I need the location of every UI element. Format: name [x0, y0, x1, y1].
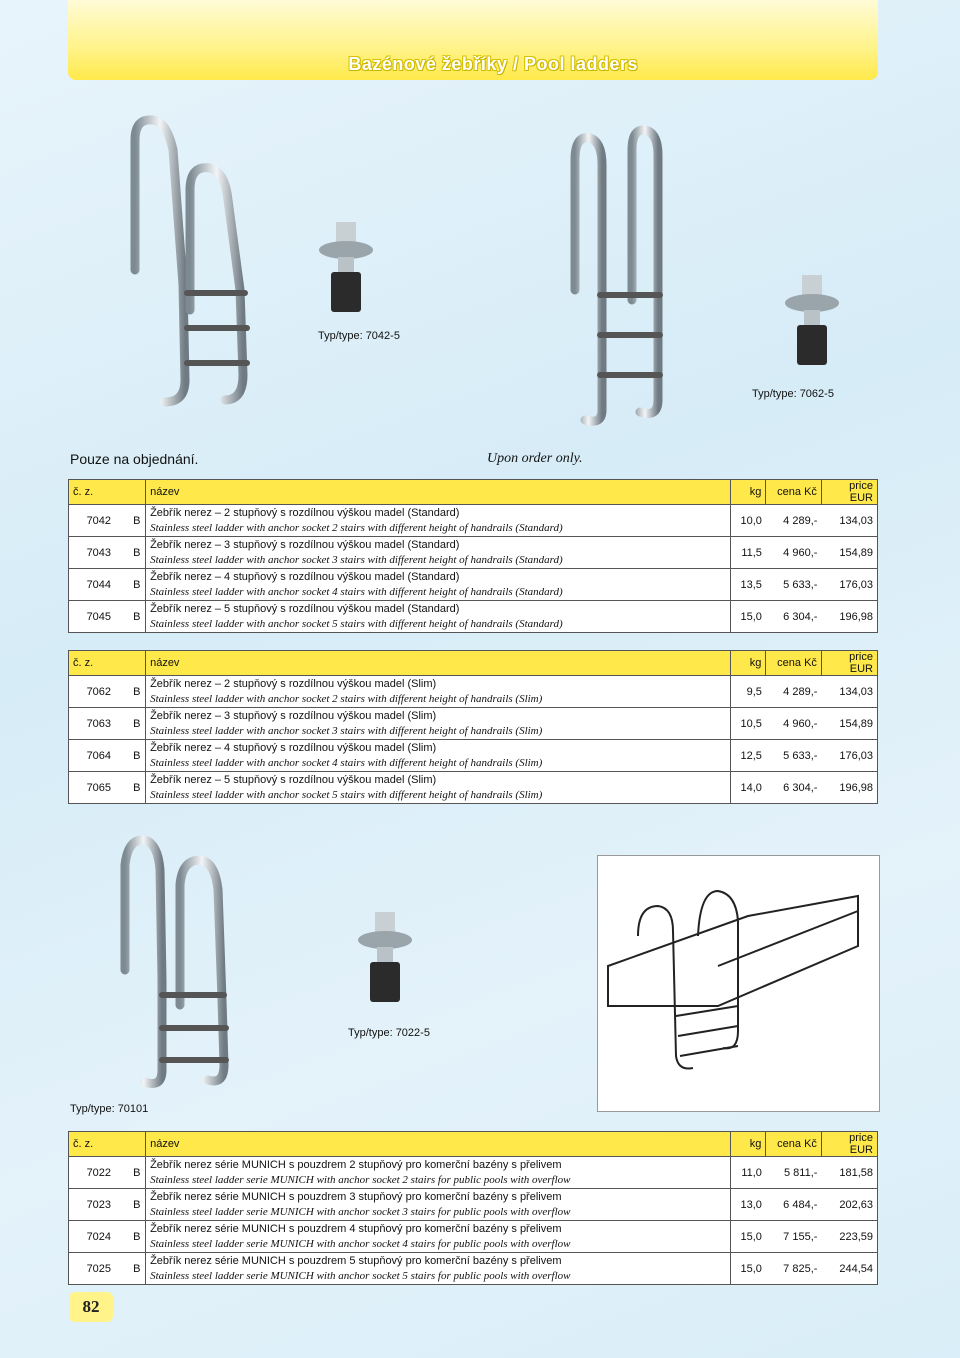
cell-class: B [129, 569, 146, 601]
cell-price-czk: 4 289,- [766, 676, 822, 708]
cell-code: 7062 [69, 676, 129, 708]
cell-code: 7064 [69, 740, 129, 772]
table-row [69, 676, 878, 708]
anchor-socket-photo-3 [355, 912, 415, 1007]
description-en: Stainless steel ladder with anchor socket 4 stairs with different height of handrails (Slim) [150, 756, 543, 769]
cell-class: B [129, 601, 146, 633]
table-row [69, 1253, 878, 1285]
cell-price-eur: 202,63 [821, 1189, 877, 1221]
cell-price-eur: 181,58 [821, 1157, 877, 1189]
col-czk: cena Kč [766, 480, 822, 505]
description-cz: Žebřík nerez série MUNICH s pouzdrem 3 stupňový pro komerční bazény s přelivem [150, 1190, 562, 1203]
cell-class: B [129, 740, 146, 772]
description-cz: Žebřík nerez – 2 stupňový s rozdílnou výškou madel (Slim) [150, 677, 437, 690]
cell-code: 7045 [69, 601, 129, 633]
table-row [69, 1189, 878, 1221]
cell-price-czk: 4 960,- [766, 537, 822, 569]
cell-price-czk: 6 484,- [766, 1189, 822, 1221]
col-code: č. z. [69, 651, 146, 676]
cell-kg: 15,0 [730, 1221, 765, 1253]
col-eur: price EUR [821, 651, 877, 676]
col-eur: price EUR [821, 480, 877, 505]
caption-7062-5: Typ/type: 7062-5 [752, 388, 834, 400]
cell-class: B [129, 676, 146, 708]
cell-class: B [129, 505, 146, 537]
cell-price-czk: 6 304,- [766, 601, 822, 633]
description-en: Stainless steel ladder with anchor socket 4 stairs with different height of handrails (Standard) [150, 585, 563, 598]
description-en: Stainless steel ladder with anchor socket 5 stairs with different height of handrails (Standard) [150, 617, 563, 630]
anchor-socket-photo-2 [782, 275, 842, 370]
cell-description [146, 740, 731, 772]
cell-price-eur: 134,03 [821, 505, 877, 537]
description-cz: Žebřík nerez série MUNICH s pouzdrem 4 stupňový pro komerční bazény s přelivem [150, 1222, 562, 1235]
cell-code: 7025 [69, 1253, 129, 1285]
cell-price-czk: 6 304,- [766, 772, 822, 804]
cell-price-eur: 134,03 [821, 676, 877, 708]
cell-price-eur: 154,89 [821, 537, 877, 569]
col-kg: kg [730, 1132, 765, 1157]
description-en: Stainless steel ladder serie MUNICH with anchor socket 2 stairs for public pools with overflow [150, 1173, 571, 1186]
table-row [69, 537, 878, 569]
anchor-socket-photo [316, 222, 376, 317]
cell-description [146, 1189, 731, 1221]
cell-price-eur: 154,89 [821, 708, 877, 740]
cell-price-czk: 4 960,- [766, 708, 822, 740]
cell-kg: 15,0 [730, 601, 765, 633]
cell-kg: 9,5 [730, 676, 765, 708]
caption-7042-5: Typ/type: 7042-5 [318, 330, 400, 342]
description-cz: Žebřík nerez – 4 stupňový s rozdílnou výškou madel (Standard) [150, 570, 460, 583]
cell-price-czk: 5 633,- [766, 569, 822, 601]
cell-code: 7024 [69, 1221, 129, 1253]
price-table-munich [68, 1131, 878, 1285]
table-row [69, 772, 878, 804]
ladder-diagram [597, 855, 880, 1112]
description-cz: Žebřík nerez – 5 stupňový s rozdílnou výškou madel (Slim) [150, 773, 437, 786]
cell-class: B [129, 772, 146, 804]
cell-code: 7063 [69, 708, 129, 740]
col-kg: kg [730, 651, 765, 676]
description-cz: Žebřík nerez série MUNICH s pouzdrem 5 stupňový pro komerční bazény s přelivem [150, 1254, 562, 1267]
ladder-munich-photo [100, 830, 300, 1095]
cell-kg: 14,0 [730, 772, 765, 804]
cell-price-eur: 176,03 [821, 740, 877, 772]
col-code: č. z. [69, 1132, 146, 1157]
cell-description [146, 537, 731, 569]
cell-class: B [129, 1189, 146, 1221]
cell-description [146, 708, 731, 740]
col-code: č. z. [69, 480, 146, 505]
description-cz: Žebřík nerez série MUNICH s pouzdrem 2 stupňový pro komerční bazény s přelivem [150, 1158, 562, 1171]
table-row [69, 505, 878, 537]
description-en: Stainless steel ladder serie MUNICH with anchor socket 3 stairs for public pools with overflow [150, 1205, 571, 1218]
description-en: Stainless steel ladder with anchor socket 3 stairs with different height of handrails (Standard) [150, 553, 563, 566]
price-table-standard [68, 479, 878, 633]
cell-class: B [129, 537, 146, 569]
col-czk: cena Kč [766, 651, 822, 676]
cell-description [146, 1157, 731, 1189]
cell-price-eur: 223,59 [821, 1221, 877, 1253]
cell-price-eur: 196,98 [821, 601, 877, 633]
cell-description [146, 772, 731, 804]
caption-7022-5: Typ/type: 7022-5 [348, 1027, 430, 1039]
table-row [69, 740, 878, 772]
col-kg: kg [730, 480, 765, 505]
col-eur: price EUR [821, 1132, 877, 1157]
table-row [69, 601, 878, 633]
description-cz: Žebřík nerez – 2 stupňový s rozdílnou výškou madel (Standard) [150, 506, 460, 519]
description-en: Stainless steel ladder with anchor socket 2 stairs with different height of handrails (Slim) [150, 692, 543, 705]
description-en: Stainless steel ladder serie MUNICH with anchor socket 5 stairs for public pools with overflow [150, 1269, 571, 1282]
col-name: název [146, 651, 731, 676]
caption-70101: Typ/type: 70101 [70, 1103, 149, 1115]
cell-code: 7065 [69, 772, 129, 804]
description-cz: Žebřík nerez – 5 stupňový s rozdílnou výškou madel (Standard) [150, 602, 460, 615]
page-number: 82 [69, 1292, 113, 1322]
ladder-standard-photo [115, 110, 315, 415]
cell-price-eur: 196,98 [821, 772, 877, 804]
cell-description [146, 1253, 731, 1285]
page-title: Bazénové žebříky / Pool ladders [348, 54, 638, 74]
table-row [69, 1221, 878, 1253]
cell-kg: 13,5 [730, 569, 765, 601]
cell-description [146, 601, 731, 633]
cell-kg: 12,5 [730, 740, 765, 772]
cell-description [146, 676, 731, 708]
description-en: Stainless steel ladder serie MUNICH with anchor socket 4 stairs for public pools with overflow [150, 1237, 571, 1250]
cell-class: B [129, 1157, 146, 1189]
cell-price-czk: 5 811,- [766, 1157, 822, 1189]
ladder-slim-photo [540, 120, 690, 430]
table-row [69, 708, 878, 740]
cell-price-eur: 176,03 [821, 569, 877, 601]
description-cz: Žebřík nerez – 3 stupňový s rozdílnou výškou madel (Slim) [150, 709, 437, 722]
cell-code: 7042 [69, 505, 129, 537]
cell-code: 7022 [69, 1157, 129, 1189]
col-name: název [146, 480, 731, 505]
cell-kg: 10,5 [730, 708, 765, 740]
cell-code: 7043 [69, 537, 129, 569]
cell-class: B [129, 708, 146, 740]
cell-code: 7044 [69, 569, 129, 601]
cell-kg: 13,0 [730, 1189, 765, 1221]
cell-description [146, 505, 731, 537]
cell-price-czk: 5 633,- [766, 740, 822, 772]
cell-price-eur: 244,54 [821, 1253, 877, 1285]
cell-price-czk: 4 289,- [766, 505, 822, 537]
description-en: Stainless steel ladder with anchor socket 3 stairs with different height of handrails (Slim) [150, 724, 543, 737]
description-en: Stainless steel ladder with anchor socket 2 stairs with different height of handrails (Standard) [150, 521, 563, 534]
price-table-slim [68, 650, 878, 804]
cell-description [146, 569, 731, 601]
order-note-en: Upon order only. [487, 451, 583, 466]
description-en: Stainless steel ladder with anchor socket 5 stairs with different height of handrails (Slim) [150, 788, 543, 801]
table-row [69, 1157, 878, 1189]
cell-class: B [129, 1221, 146, 1253]
description-cz: Žebřík nerez – 4 stupňový s rozdílnou výškou madel (Slim) [150, 741, 437, 754]
description-cz: Žebřík nerez – 3 stupňový s rozdílnou výškou madel (Standard) [150, 538, 460, 551]
cell-price-czk: 7 825,- [766, 1253, 822, 1285]
cell-kg: 11,0 [730, 1157, 765, 1189]
cell-price-czk: 7 155,- [766, 1221, 822, 1253]
col-czk: cena Kč [766, 1132, 822, 1157]
table-row [69, 569, 878, 601]
cell-code: 7023 [69, 1189, 129, 1221]
order-note-cz: Pouze na objednání. [70, 451, 199, 467]
cell-class: B [129, 1253, 146, 1285]
cell-kg: 10,0 [730, 505, 765, 537]
col-name: název [146, 1132, 731, 1157]
cell-kg: 11,5 [730, 537, 765, 569]
cell-kg: 15,0 [730, 1253, 765, 1285]
cell-description [146, 1221, 731, 1253]
